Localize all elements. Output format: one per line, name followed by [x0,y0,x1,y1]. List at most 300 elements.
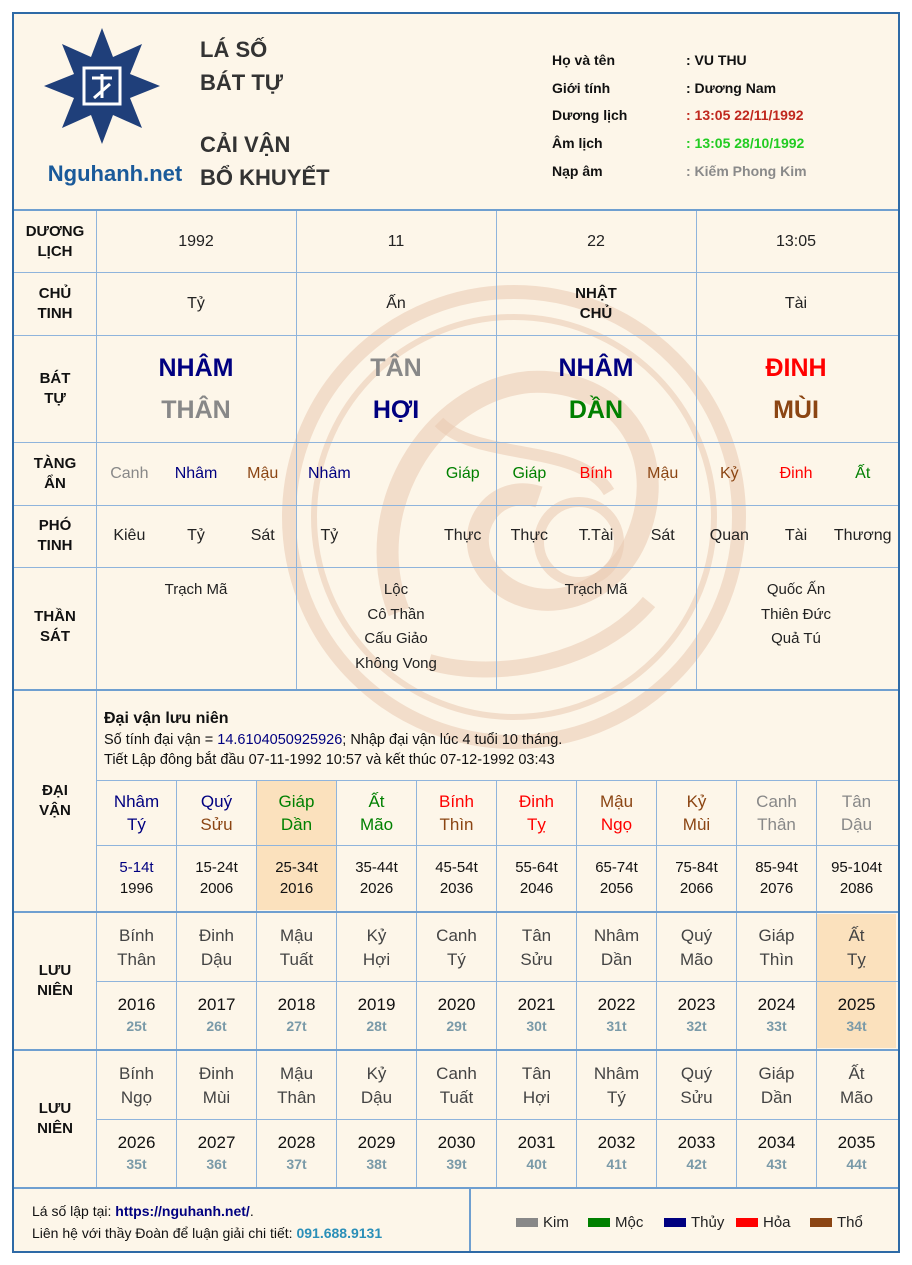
luu-nien-year: 2020 [437,995,476,1014]
luu-nien-chi: Sửu [680,1087,713,1107]
luu-nien-year: 2033 [677,1133,716,1152]
legend-item [736,1210,791,1234]
dai-van-line2: Tiết Lập đông bắt đầu 07-11-1992 10:57 và kết thúc 07-12-1992 03:43 [104,752,555,768]
dai-van-age [97,846,176,910]
luu-nien-can: Ất [848,1063,865,1083]
duong-lich-cell [296,211,496,272]
website-link[interactable]: https://nguhanh.net/ [115,1203,250,1219]
tang-an-value: Mậu [247,464,279,482]
pho-tinh-cell [229,505,296,567]
luu-nien-chi: Thân [117,949,156,969]
luu-nien-year-cell [97,1120,176,1186]
pillar-can: NHÂM [158,353,234,382]
pho-tinh-cell [829,505,896,567]
row-label-line: ẨN [44,474,66,492]
luu-nien-can: Quý [680,1063,713,1083]
pho-tinh-value: Sát [250,527,275,544]
tang-an-value: Kỷ [720,464,739,482]
info-label: Họ và tên [552,52,616,68]
luu-nien-chi: Thân [277,1087,316,1107]
luu-nien-year-cell [177,1120,256,1186]
dai-van-age-range: 5-14t [119,859,154,876]
luu-nien-age: 31t [606,1018,627,1034]
luu-nien-age: 36t [206,1156,227,1172]
luu-nien-year: 2019 [357,995,396,1014]
luu-nien-pillar [97,914,176,981]
dai-van-age-range: 85-94t [755,859,798,876]
section-divider [14,911,898,913]
row-label [14,691,96,911]
row-label [14,1051,96,1187]
title-bo-khuyet: BỔ KHUYẾT [200,165,330,190]
luu-nien-pillar [177,1052,256,1119]
than-sat-value: Quả Tú [771,630,821,647]
dai-van-year: 2006 [199,880,234,897]
pho-tinh-value: Quan [709,527,749,544]
luu-nien-pillar [417,914,496,981]
dai-van-can: Canh [756,792,797,811]
luu-nien-age: 25t [126,1018,147,1034]
row-label [14,211,96,272]
luu-nien-can: Bính [119,1063,154,1083]
row-label-line: NIÊN [37,982,73,999]
duong-lich-cell [96,211,296,272]
luu-nien-pillar [417,1052,496,1119]
luu-nien-year: 2029 [357,1133,396,1152]
pho-tinh-cell [363,505,430,567]
info-row [552,101,892,129]
legend-item [810,1210,863,1234]
pillar-chi: HỢI [372,395,420,424]
chu-tinh-value: NHẬT [575,284,617,302]
pillar-chi: THÂN [161,395,231,424]
legend-swatch [588,1218,610,1227]
info-row [552,74,892,102]
luu-nien-can: Đinh [199,1063,234,1083]
than-sat-cell [296,578,496,676]
row-label-line: LƯU [38,1100,72,1117]
than-sat-value: Thiên Đức [760,605,832,623]
dai-van-pillar [337,781,416,845]
tang-an-cell [629,442,696,505]
pho-tinh-value: Thực [444,527,482,544]
luu-nien-pillar [737,1052,816,1119]
dai-van-age [817,846,896,910]
than-sat-value: Không Vong [355,654,437,672]
duong-lich-value: 1992 [178,232,214,250]
info-row [552,157,892,185]
chu-tinh-value: Tài [784,294,808,312]
dai-van-pillar [657,781,736,845]
duong-lich-cell [496,211,696,272]
pho-tinh-value: Kiêu [113,527,146,544]
dai-van-age-range: 25-34t [275,859,318,876]
pho-tinh-cell [563,505,630,567]
luu-nien-age: 37t [286,1156,307,1172]
luu-nien-age: 43t [766,1156,787,1172]
info-value: : Kiếm Phong Kim [686,162,807,179]
than-sat-cell [96,578,296,603]
tang-an-value: Canh [110,464,149,482]
logo-star-icon [42,26,162,146]
luu-nien-can: Canh [436,925,477,945]
dai-van-age [497,846,576,910]
luu-nien-year-cell [417,982,496,1048]
row-label-line: TÀNG [33,454,77,472]
pho-tinh-cell [96,505,163,567]
row-label-line: TINH [37,537,73,554]
dai-van-chi: Tý [127,815,146,834]
chu-tinh-value: Tỷ [187,294,205,312]
info-value: : VU THU [686,52,747,68]
pillar-chi: DẦN [568,395,624,424]
luu-nien-year-cell [577,982,656,1048]
dai-van-age-range: 55-64t [515,859,558,876]
legend-swatch [810,1218,832,1227]
chart-sheet [12,12,900,1253]
luu-nien-year: 2034 [757,1133,796,1152]
info-row [552,129,892,157]
luu-nien-pillar [657,914,736,981]
info-label: Giới tính [552,79,611,96]
pho-tinh-cell [496,505,563,567]
luu-nien-can: Đinh [199,925,234,945]
luu-nien-year: 2031 [517,1133,556,1152]
legend-label: Thổ [837,1213,863,1231]
dai-van-pillar [817,781,896,845]
dai-van-pillar [177,781,256,845]
luu-nien-can: Bính [119,925,154,945]
dai-van-year: 1996 [119,880,154,897]
duong-lich-value: 22 [587,232,605,250]
pho-tinh-value: Tỷ [187,527,205,544]
row-label-line: DƯƠNG [25,222,85,240]
luu-nien-pillar [577,1052,656,1119]
dai-van-chi: Dần [280,815,313,834]
luu-nien-year-cell [257,982,336,1048]
luu-nien-age: 44t [846,1156,867,1172]
dai-van-age [657,846,736,910]
title-cai-van: CẢI VẬN [200,132,291,157]
info-value: : 13:05 28/10/1992 [686,135,805,152]
dai-van-pillar [257,781,336,845]
tang-an-cell [429,442,496,505]
tang-an-value: Bính [579,464,613,482]
luu-nien-chi: Tỵ [847,949,866,969]
luu-nien-pillar [737,914,816,981]
luu-nien-can: Kỷ [366,1063,387,1083]
section-divider [14,689,898,691]
tang-an-cell [763,442,830,505]
luu-nien-chi: Dậu [360,1087,393,1107]
luu-nien-year-cell [497,982,576,1048]
title-la-so: LÁ SỐ [200,37,268,62]
dai-van-chi: Sửu [200,815,233,834]
pillar [296,335,496,442]
legend-swatch [516,1218,538,1227]
pillar-can: ĐINH [765,353,827,382]
footer-text: Lá số lập tại: https://nguhanh.net/. Liên hệ với thầy Đoàn để luận giải chi tiết: 091.688.9131 [32,1203,383,1241]
dai-van-age-range: 45-54t [435,859,478,876]
row-label-line: CHỦ [38,284,72,302]
luu-nien-year-cell [577,1120,656,1186]
info-label: Dương lịch [552,107,628,124]
tang-an-cell [229,442,296,505]
luu-nien-can: Tân [521,1063,552,1083]
row-label [14,505,96,567]
than-sat-value: Cô Thần [367,605,425,623]
luu-nien-age: 32t [686,1018,707,1034]
info-label: Nạp âm [552,162,603,179]
grid-line [14,567,898,568]
luu-nien-pillar [657,1052,736,1119]
dai-van-can: Giáp [278,792,315,811]
luu-nien-chi: Ngọ [120,1087,153,1107]
luu-nien-year-cell [737,982,816,1048]
luu-nien-can: Tân [521,925,552,945]
legend-swatch [736,1218,758,1227]
tang-an-cell [363,442,430,505]
pho-tinh-cell [763,505,830,567]
dai-van-pillar [417,781,496,845]
luu-nien-pillar [577,914,656,981]
dai-van-age-range: 15-24t [195,859,238,876]
luu-nien-chi: Tuất [439,1087,474,1107]
title-bat-tu: BÁT TỰ [200,70,284,95]
dai-van-pillar [737,781,816,845]
row-label [14,442,96,505]
luu-nien-age: 40t [526,1156,547,1172]
than-sat-value: Cấu Giảo [364,630,428,647]
row-label-line: NIÊN [37,1120,73,1137]
duong-lich-value: 13:05 [775,232,817,250]
pho-tinh-cell [429,505,496,567]
tang-an-cell [296,442,363,505]
luu-nien-chi: Mùi [202,1087,231,1107]
pho-tinh-cell [296,505,363,567]
luu-nien-chi: Dậu [200,949,233,969]
pillar-can: TÂN [370,353,422,382]
row-label [14,567,96,687]
luu-nien-pillar [257,1052,336,1119]
luu-nien-can: Giáp [758,1063,795,1083]
chu-tinh-cell [296,272,496,335]
than-sat-value: Quốc Ấn [766,581,826,598]
dai-van-title: Đại vận lưu niên [104,710,229,727]
luu-nien-year: 2023 [677,995,716,1014]
luu-nien-can: Nhâm [593,925,640,945]
pho-tinh-value: Sát [650,527,675,544]
luu-nien-age: 34t [846,1018,867,1034]
row-label-line: LỊCH [37,242,73,260]
dai-van-age-range: 35-44t [355,859,398,876]
luu-nien-chi: Dần [760,1087,793,1107]
row-label-line: ĐẠI [42,782,68,799]
row-label [14,272,96,335]
luu-nien-chi: Tý [607,1087,626,1107]
legend-label: Thủy [691,1213,725,1231]
dai-van-can: Quý [200,792,233,811]
tang-an-cell [96,442,163,505]
legend-swatch [664,1218,686,1227]
dai-van-year: 2066 [679,880,714,897]
info-value: : 13:05 22/11/1992 [686,107,804,124]
pillar-can: NHÂM [558,353,634,382]
dai-van-chi: Thân [757,815,796,834]
dai-van-chi: Ngọ [600,815,633,834]
luu-nien-year: 2028 [277,1133,316,1152]
luu-nien-year-cell [817,982,896,1048]
luu-nien-age: 41t [606,1156,627,1172]
pho-tinh-cell [629,505,696,567]
luu-nien-year: 2032 [597,1133,636,1152]
luu-nien-age: 39t [446,1156,467,1172]
pho-tinh-value: T.Tài [578,527,614,544]
pho-tinh-cell [696,505,763,567]
luu-nien-pillar [497,1052,576,1119]
dai-van-year: 2086 [839,880,874,897]
dai-van-year: 2026 [359,880,394,897]
dai-van-can: Tân [841,792,872,811]
tang-an-value: Giáp [445,464,480,482]
row-label-line: SÁT [40,628,70,645]
legend-label: Hỏa [763,1213,791,1231]
luu-nien-chi: Sửu [520,949,553,969]
than-sat-cell [496,578,696,603]
luu-nien-pillar [97,1052,176,1119]
so-tinh-dai-van: 14.6104050925926 [217,732,343,748]
tang-an-cell [563,442,630,505]
luu-nien-year: 2030 [437,1133,476,1152]
section-divider [14,1049,898,1051]
phone-number[interactable]: 091.688.9131 [296,1225,383,1241]
pillar-chi: MÙI [773,395,819,424]
logo-text[interactable]: Nguhanh.net [47,161,183,186]
pho-tinh-value: Tỷ [320,527,339,544]
info-label: Âm lịch [552,135,603,152]
luu-nien-year: 2021 [517,995,556,1014]
row-label-line: VẬN [39,802,71,819]
luu-nien-pillar [177,914,256,981]
luu-nien-chi: Tuất [279,949,314,969]
pho-tinh-value: Thương [833,527,892,544]
dai-van-age [337,846,416,910]
luu-nien-year: 2018 [277,995,316,1014]
dai-van-chi: Tỵ [527,815,546,834]
row-label-line: TINH [37,304,73,322]
luu-nien-chi: Dần [600,949,633,969]
luu-nien-chi: Hợi [362,949,391,969]
luu-nien-pillar [497,914,576,981]
legend-item [516,1210,569,1234]
luu-nien-chi: Hợi [522,1087,551,1107]
dai-van-year: 2016 [279,880,314,897]
luu-nien-age: 28t [366,1018,387,1034]
dai-van-age [257,846,336,910]
chu-tinh-cell [496,272,696,335]
pillar [696,335,896,442]
dai-van-can: Ất [368,792,385,811]
luu-nien-pillar [817,1052,896,1119]
dai-van-age [577,846,656,910]
tang-an-value: Đinh [779,464,813,482]
dai-van-year: 2046 [519,880,554,897]
dai-van-age-range: 75-84t [675,859,718,876]
luu-nien-chi: Tý [447,949,466,969]
luu-nien-can: Mậu [279,1063,314,1083]
dai-van-can: Nhâm [113,792,160,811]
dai-van-pillar [97,781,176,845]
legend-item [664,1210,724,1234]
luu-nien-year-cell [737,1120,816,1186]
tang-an-cell [696,442,763,505]
pho-tinh-value: Tài [784,527,808,544]
luu-nien-age: 26t [206,1018,227,1034]
luu-nien-can: Canh [436,1063,477,1083]
luu-nien-can: Nhâm [593,1063,640,1083]
tang-an-value: Ất [855,464,871,482]
row-label-line: LƯU [38,962,72,979]
tang-an-cell [829,442,896,505]
pho-tinh-value: Thực [510,527,549,544]
legend-item [588,1210,643,1234]
luu-nien-can: Quý [680,925,713,945]
than-sat-value: Trạch Mã [164,581,228,598]
luu-nien-age: 38t [366,1156,387,1172]
luu-nien-year-cell [657,1120,736,1186]
luu-nien-year: 2016 [117,995,156,1014]
luu-nien-chi: Mão [679,949,714,969]
pillar [496,335,696,442]
row-label-line: PHÓ [38,517,72,534]
luu-nien-year: 2017 [197,995,236,1014]
pho-tinh-cell [163,505,230,567]
section-divider [14,1187,898,1189]
dai-van-year: 2036 [439,880,474,897]
dai-van-age-range: 65-74t [595,859,638,876]
luu-nien-can: Kỷ [366,925,387,945]
row-label [14,913,96,1049]
luu-nien-chi: Thìn [759,949,794,969]
dai-van-chi: Thìn [439,815,474,834]
dai-van-chi: Mùi [682,815,711,834]
row-label-line: BÁT [39,369,71,387]
luu-nien-can: Mậu [279,925,314,945]
info-row [552,46,892,74]
dai-van-can: Đinh [519,792,554,811]
dai-van-pillar [497,781,576,845]
luu-nien-age: 29t [446,1018,467,1034]
than-sat-cell [696,578,896,652]
luu-nien-year-cell [97,982,176,1048]
chu-tinh-value: CHỦ [579,304,613,322]
chu-tinh-value: Ấn [386,294,406,312]
chu-tinh-cell [96,272,296,335]
luu-nien-year-cell [337,982,416,1048]
dai-van-year: 2076 [759,880,794,897]
luu-nien-age: 42t [686,1156,707,1172]
luu-nien-pillar [337,1052,416,1119]
luu-nien-pillar [337,914,416,981]
luu-nien-year: 2024 [757,995,796,1014]
tang-an-cell [496,442,563,505]
dai-van-chi: Dậu [840,815,873,834]
luu-nien-year-cell [257,1120,336,1186]
luu-nien-year: 2025 [837,995,876,1014]
luu-nien-age: 30t [526,1018,547,1034]
duong-lich-cell [696,211,896,272]
luu-nien-year: 2026 [117,1133,156,1152]
